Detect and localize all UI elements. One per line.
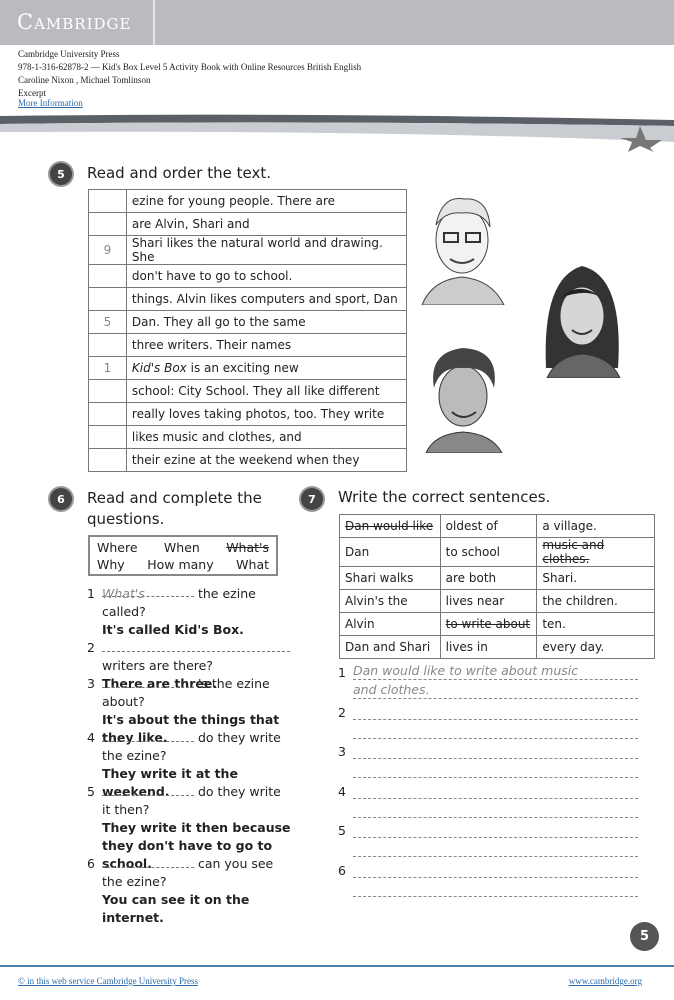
answer-number: 2 <box>338 704 346 720</box>
book-title: 978-1-316-62878-2 — Kid's Box Level 5 Activity Book with Online Resources British English <box>18 62 362 72</box>
text: their ezine at the weekend when they <box>131 453 360 467</box>
answer-line[interactable] <box>353 742 638 759</box>
answer-text: There are three. <box>102 676 218 691</box>
more-information-link[interactable]: More Information <box>18 98 83 108</box>
sentence-part-cell: to write about <box>440 613 537 636</box>
text-fragment <box>126 449 406 472</box>
exercise-number-5: 5 <box>50 163 72 185</box>
order-number-cell[interactable] <box>89 213 127 236</box>
word: What <box>236 557 269 572</box>
answer-blank[interactable] <box>102 730 194 742</box>
footer-divider <box>0 965 674 967</box>
text: Dan. They all go to the same <box>131 315 306 329</box>
answer-text: It's about the things that they like. <box>102 712 280 745</box>
text-fragment <box>126 426 406 449</box>
text-fragment <box>126 190 406 213</box>
sentence-part-cell: every day. <box>537 636 655 659</box>
answer-number: 5 <box>338 823 346 838</box>
answer-line[interactable] <box>353 840 638 857</box>
excerpt-label: Excerpt <box>18 88 46 98</box>
order-number-cell[interactable] <box>89 403 127 426</box>
text: three writers. Their names <box>131 338 292 352</box>
word: Why <box>97 557 125 572</box>
table-row <box>89 311 407 334</box>
text: school: City School. They all like different <box>131 384 380 398</box>
question-number: 1 <box>87 586 95 601</box>
word-box <box>88 535 278 576</box>
copyright-link[interactable]: © in this web service Cambridge University Press <box>18 976 199 986</box>
table-row <box>340 538 655 567</box>
answer-number: 4 <box>338 783 346 799</box>
order-number-cell[interactable]: 5 <box>89 311 127 334</box>
answer-lines <box>338 782 640 820</box>
order-number-cell[interactable]: 1 <box>89 357 127 380</box>
table-row <box>340 515 655 538</box>
sentence-part-cell: Alvin <box>340 613 441 636</box>
text: likes music and clothes, and <box>131 430 302 444</box>
order-number-cell[interactable] <box>89 190 127 213</box>
table-row <box>89 380 407 403</box>
boy-glasses-illustration <box>412 185 512 305</box>
question-text: do they write the ezine? <box>102 730 281 763</box>
text-fragment <box>126 311 406 334</box>
sentence-part-cell: the children. <box>537 590 655 613</box>
answer-blank[interactable] <box>102 640 290 652</box>
answer-line[interactable]: and clothes. <box>353 682 638 699</box>
answer-line[interactable] <box>353 761 638 778</box>
answer-line[interactable] <box>353 722 638 739</box>
order-number-cell[interactable] <box>89 426 127 449</box>
answer-number: 6 <box>338 862 346 878</box>
exercise-7-title: Write the correct sentences. <box>338 488 551 506</box>
table-row <box>340 590 655 613</box>
sentence-part-cell: music and clothes. <box>537 538 655 567</box>
answer-blank[interactable] <box>102 856 194 868</box>
question-text: 's the ezine about? <box>102 676 270 709</box>
answer-lines <box>338 821 640 859</box>
table-row <box>340 567 655 590</box>
answer-blank[interactable]: What's <box>102 585 194 597</box>
text: ezine for young people. There are <box>131 194 336 208</box>
page-number: 5 <box>630 922 659 951</box>
question-number: 4 <box>87 730 95 745</box>
cambridge-website-link[interactable]: www.cambridge.org <box>568 976 642 986</box>
question-text: the ezine called? <box>102 586 256 619</box>
question-number: 3 <box>87 676 95 691</box>
answer-line[interactable]: Dan would like to write about music <box>353 663 638 680</box>
question-item <box>87 585 292 639</box>
word: How many <box>147 557 214 572</box>
question-text: do they write it then? <box>102 784 281 817</box>
order-number-cell[interactable] <box>89 265 127 288</box>
answer-line[interactable] <box>353 821 638 838</box>
text: Shari likes the natural world and drawing. She <box>131 236 383 264</box>
title-italic: Kid's Box <box>131 361 187 375</box>
sentence-part-cell: Shari walks <box>340 567 441 590</box>
boy-curly-hair-illustration <box>418 338 508 453</box>
table-row <box>89 190 407 213</box>
table-row <box>89 449 407 472</box>
text: don't have to go to school. <box>131 269 293 283</box>
sentence-part-cell: Dan and Shari <box>340 636 441 659</box>
order-text-table <box>88 189 407 472</box>
text-fragment <box>126 265 406 288</box>
table-row <box>340 636 655 659</box>
text-rest: is an exciting new <box>190 361 299 375</box>
sentence-part-cell: Dan <box>340 538 441 567</box>
girl-illustration <box>532 258 632 378</box>
table-row <box>89 236 407 265</box>
sentence-part-cell: lives in <box>440 636 537 659</box>
answer-number: 1 <box>338 665 346 680</box>
question-text: can you see the ezine? <box>102 856 274 889</box>
answer-text: They write it at the weekend. <box>102 766 238 799</box>
authors: Caroline Nixon , Michael Tomlinson <box>18 75 151 85</box>
question-number: 2 <box>87 640 95 655</box>
answer-line[interactable] <box>353 782 638 799</box>
exercise-number-7: 7 <box>301 488 323 510</box>
exercise-6-title: Read and complete the questions. <box>87 489 262 528</box>
table-row <box>340 613 655 636</box>
word-crossed: What's <box>226 540 269 555</box>
answer-lines <box>338 861 640 899</box>
order-number-cell[interactable]: 9 <box>89 236 127 265</box>
word: When <box>163 540 200 555</box>
question-text: writers are there? <box>102 658 213 673</box>
table-row <box>89 288 407 311</box>
answer-text: You can see it on the internet. <box>102 892 250 925</box>
exercise-number-6: 6 <box>50 488 72 510</box>
table-row <box>89 426 407 449</box>
order-number-cell[interactable] <box>89 334 127 357</box>
answer-number: 3 <box>338 744 346 759</box>
answer-line[interactable] <box>353 861 638 878</box>
table-row <box>89 403 407 426</box>
order-number-cell[interactable] <box>89 380 127 403</box>
question-number: 5 <box>87 784 95 799</box>
exercise-5-title: Read and order the text. <box>87 164 271 182</box>
answer-lines <box>338 663 640 701</box>
text-fragment <box>126 236 406 265</box>
table-row <box>89 265 407 288</box>
text-fragment <box>126 288 406 311</box>
answer-blank[interactable] <box>102 784 194 796</box>
answer-line[interactable] <box>353 880 638 897</box>
publisher: Cambridge University Press <box>18 49 120 59</box>
answer-line[interactable] <box>353 703 638 720</box>
table-row <box>89 213 407 236</box>
table-row <box>89 334 407 357</box>
sentence-part-cell: Dan would like <box>340 515 441 538</box>
sentence-part-cell: a village. <box>537 515 655 538</box>
answer-text: They write it then because they don't have to go to school. <box>102 820 291 871</box>
text-fragment <box>126 213 406 236</box>
word: Where <box>97 540 138 555</box>
question-item <box>87 855 292 927</box>
sentence-part-cell: Shari. <box>537 567 655 590</box>
answer-text: It's called Kid's Box. <box>102 622 244 637</box>
sentence-part-cell: Alvin's the <box>340 590 441 613</box>
text: really loves taking photos, too. They write <box>131 407 385 421</box>
decorative-swoosh <box>0 112 674 152</box>
text-fragment <box>126 357 406 380</box>
order-number-cell[interactable] <box>89 288 127 311</box>
table-row <box>89 357 407 380</box>
sentence-parts-table <box>339 514 655 659</box>
answer-lines <box>338 742 640 780</box>
cambridge-logo: Cambridge <box>17 10 132 34</box>
text-fragment <box>126 403 406 426</box>
text-fragment <box>126 334 406 357</box>
sentence-part-cell: are both <box>440 567 537 590</box>
sentence-part-cell: ten. <box>537 613 655 636</box>
question-number: 6 <box>87 856 95 871</box>
text: are Alvin, Shari and <box>131 217 250 231</box>
answer-line[interactable] <box>353 801 638 818</box>
text-fragment <box>126 380 406 403</box>
sentence-part-cell: to school <box>440 538 537 567</box>
order-number-cell[interactable] <box>89 449 127 472</box>
sentence-part-cell: lives near <box>440 590 537 613</box>
answer-lines <box>338 703 640 741</box>
text: things. Alvin likes computers and sport, Dan <box>131 292 398 306</box>
answer-blank[interactable] <box>102 676 194 688</box>
sentence-part-cell: oldest of <box>440 515 537 538</box>
